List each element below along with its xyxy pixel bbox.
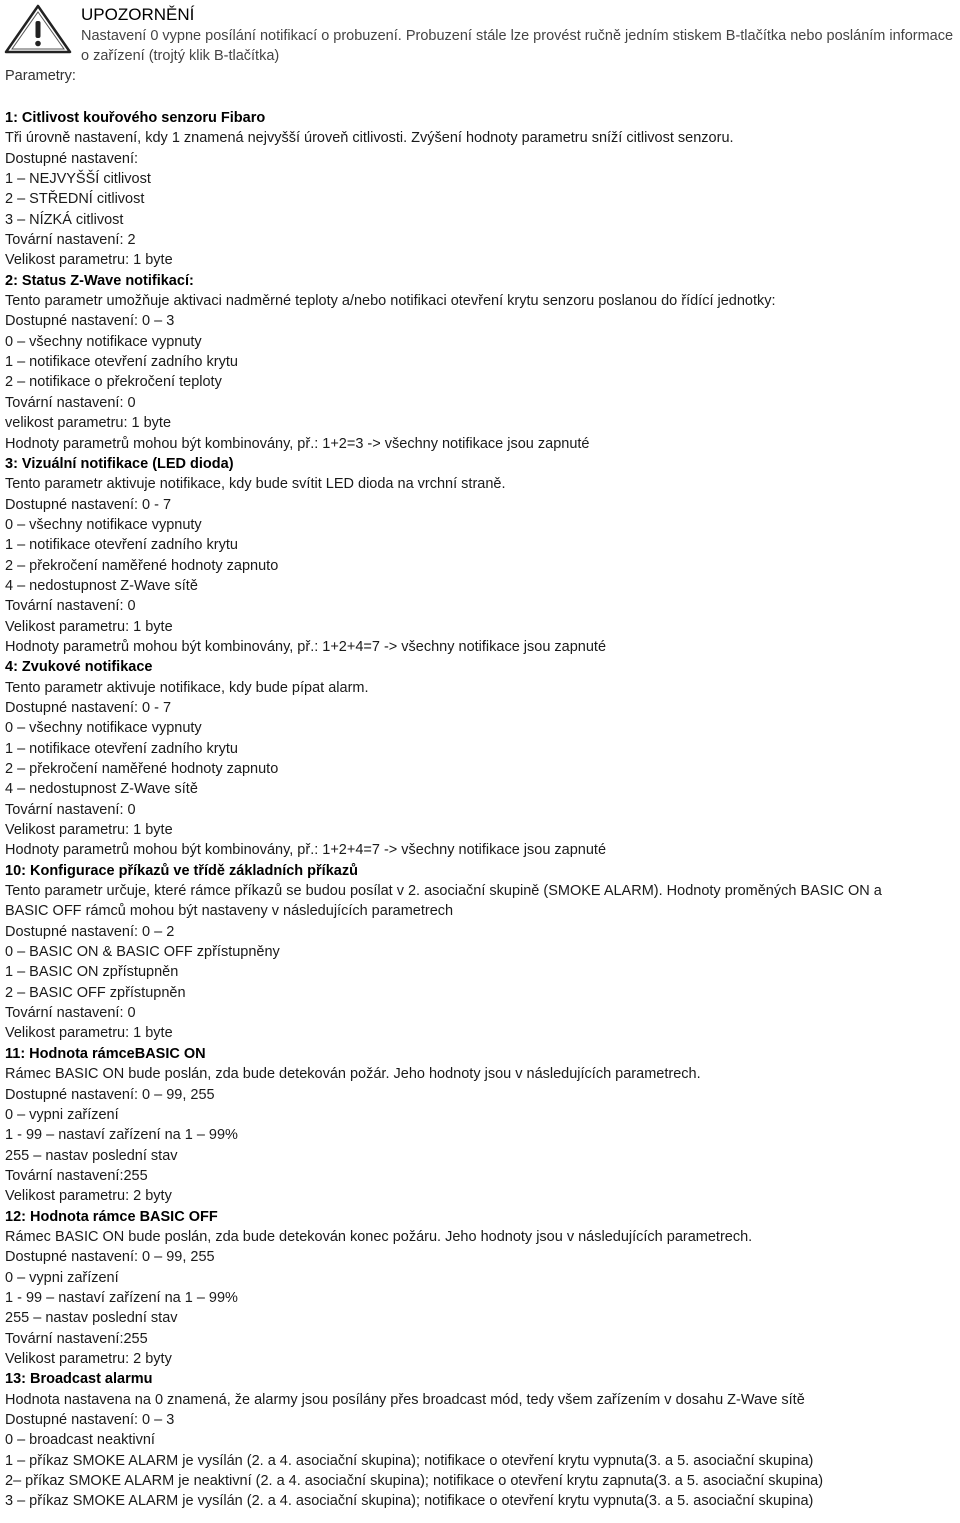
parameter-line: 3 – NÍZKÁ citlivost (5, 211, 124, 228)
parameter-line: 1 - 99 – nastaví zařízení na 1 – 99% (5, 1127, 238, 1144)
parameter-line: 2 – překročení naměřené hodnoty zapnuto (5, 557, 279, 574)
parameter-line: 2 – notifikace o překročení teploty (5, 374, 222, 391)
parameter-heading: 10: Konfigurace příkazů ve třídě základních příkazů (5, 862, 358, 879)
parameter-line: 2 – překročení naměřené hodnoty zapnuto (5, 761, 279, 777)
parameter-line: 0 – všechny notifikace vypnuty (5, 333, 202, 350)
parameter-line: Hodnoty parametrů mohou být kombinovány, př.: 1+2+4=7 -> všechny notifikace jsou zapnuté (5, 842, 607, 859)
parameter-line: 2– příkaz SMOKE ALARM je neaktivní (2. a 4. asociační skupina); notifikace o otevření krytu zapnuta(3. a 5. asociační skupina) (5, 1473, 824, 1490)
parameter-line: 1 – NEJVYŠŠÍ citlivost (5, 171, 151, 188)
parameter-line: Dostupné nastavení: 0 - 7 (5, 496, 172, 513)
parameter-line: Tento parametr aktivuje notifikace, kdy bude svítit LED dioda na vrchní straně. (5, 476, 506, 493)
parameter-line: 1 – notifikace otevření zadního krytu (5, 354, 238, 371)
parameter-line: 3 – příkaz SMOKE ALARM je vysílán (2. a 4. asociační skupina); notifikace o otevření krytu vypnuta(3. a 5. asociační skupina) (5, 1493, 814, 1510)
parameter-line: Hodnoty parametrů mohou být kombinovány, př.: 1+2=3 -> všechny notifikace jsou zapnuté (5, 435, 590, 452)
parameter-line: Velikost parametru: 1 byte (5, 1025, 173, 1042)
parameter-line: 1 - 99 – nastaví zařízení na 1 – 99% (5, 1289, 238, 1306)
parameter-line: 1 – BASIC ON zpřístupněn (5, 964, 179, 981)
parameter-line: Tovární nastavení: 0 (5, 1005, 136, 1022)
parameter-line: 4 – nedostupnost Z-Wave sítě (5, 577, 198, 594)
parameter-line: Velikost parametru: 1 byte (5, 618, 173, 635)
parameter-line: 0 – BASIC ON & BASIC OFF zpřístupněny (5, 944, 280, 961)
parameter-line: 1 – notifikace otevření zadního krytu (5, 740, 238, 757)
parameter-heading: 11: Hodnota rámceBASIC ON (5, 1045, 206, 1062)
warning-triangle-icon (3, 3, 73, 55)
warning-text: Nastavení 0 vypne posílání notifikací o probuzení. Probuzení stále lze provést ručně jedním stiskem B-tlačítka nebo posláním informace o zařízení (trojtý klik B-tlačítka) (81, 28, 954, 64)
parameter-heading: 3: Vizuální notifikace (LED dioda) (5, 455, 234, 472)
parameter-line: 2 – BASIC OFF zpřístupněn (5, 984, 186, 1001)
parameter-line: Velikost parametru: 2 byty (5, 1350, 172, 1367)
parameter-line: Dostupné nastavení: 0 – 99, 255 (5, 1249, 215, 1266)
parameter-line: Hodnoty parametrů mohou být kombinovány, př.: 1+2+4=7 -> všechny notifikace jsou zapnuté (5, 638, 607, 655)
warning-box (0, 0, 960, 90)
parameter-line: Tento parametr umožňuje aktivaci nadměrné teploty a/nebo notifikaci otevření krytu senzoru poslanou do řídící jednotky: (5, 293, 776, 310)
parameter-line: 0 – všechny notifikace vypnuty (5, 516, 202, 533)
parameter-line: Dostupné nastavení: (5, 150, 139, 167)
parameter-line: 0 – vypni zařízení (5, 1106, 119, 1123)
parameter-heading: 4: Zvukové notifikace (5, 659, 153, 676)
parameter-heading: 2: Status Z-Wave notifikací: (5, 272, 194, 289)
parameter-line: Dostupné nastavení: 0 – 99, 255 (5, 1086, 215, 1103)
parameter-line: 0 – vypni zařízení (5, 1269, 119, 1286)
parameter-list (5, 108, 955, 1512)
parameter-heading: 13: Broadcast alarmu (5, 1371, 153, 1388)
parameter-line: Velikost parametru: 2 byty (5, 1188, 172, 1205)
parameter-line: 0 – broadcast neaktivní (5, 1432, 155, 1449)
parameter-line: Dostupné nastavení: 0 - 7 (5, 699, 172, 716)
parameter-line: Tovární nastavení:255 (5, 1167, 148, 1184)
parameter-line: 255 – nastav poslední stav (5, 1147, 178, 1164)
parameter-line: 0 – všechny notifikace vypnuty (5, 720, 202, 737)
parameter-line: Tovární nastavení:255 (5, 1330, 148, 1347)
parameter-line: 255 – nastav poslední stav (5, 1310, 178, 1327)
parameter-line: 1 – notifikace otevření zadního krytu (5, 537, 238, 554)
parameter-line: Tovární nastavení: 0 (5, 394, 136, 411)
parameter-heading: 12: Hodnota rámce BASIC OFF (5, 1208, 218, 1225)
parameter-line: Tovární nastavení: 2 (5, 232, 136, 249)
parameter-line: Hodnota nastavena na 0 znamená, že alarmy jsou posílány přes broadcast mód, tedy všem zařízením v dosahu Z-Wave sítě (5, 1391, 805, 1408)
parameter-line: Dostupné nastavení: 0 – 3 (5, 313, 175, 330)
parameter-line: 1 – příkaz SMOKE ALARM je vysílán (2. a 4. asociační skupina); notifikace o otevření krytu vypnuta(3. a 5. asociační skupina) (5, 1452, 814, 1469)
parameters-label: Parametry: (5, 68, 76, 84)
parameter-line: Tři úrovně nastavení, kdy 1 znamená nejvyšší úroveň citlivosti. Zvýšení hodnoty parametru sníží citlivost senzoru. (5, 130, 734, 147)
parameter-line: Rámec BASIC ON bude poslán, zda bude detekován požár. Jeho hodnoty jsou v následujících parametrech. (5, 1066, 701, 1083)
parameter-line: Tento parametr aktivuje notifikace, kdy bude pípat alarm. (5, 679, 369, 696)
parameter-line: BASIC OFF rámců mohou být nastaveny v následujících parametrech (5, 903, 454, 920)
parameter-line: Tovární nastavení: 0 (5, 801, 136, 818)
warning-title: UPOZORNĚNÍ (81, 5, 195, 24)
parameter-line: 2 – STŘEDNÍ citlivost (5, 191, 145, 208)
parameter-line: Rámec BASIC ON bude poslán, zda bude detekován konec požáru. Jeho hodnoty jsou v následujících parametrech. (5, 1228, 753, 1245)
parameter-line: velikost parametru: 1 byte (5, 415, 172, 432)
parameter-line: 4 – nedostupnost Z-Wave sítě (5, 781, 198, 798)
parameter-line: Tento parametr určuje, které rámce příkazů se budou posílat v 2. asociační skupině (SMOKE ALARM). Hodnoty proměných BASIC ON a (5, 883, 882, 900)
parameter-line: Velikost parametru: 1 byte (5, 822, 173, 839)
parameter-line: Tovární nastavení: 0 (5, 598, 136, 615)
parameter-line: Dostupné nastavení: 0 – 3 (5, 1412, 175, 1428)
parameter-heading: 1: Citlivost kouřového senzoru Fibaro (5, 110, 266, 126)
parameter-line: Dostupné nastavení: 0 – 2 (5, 923, 175, 940)
parameter-line: Velikost parametru: 1 byte (5, 252, 173, 269)
